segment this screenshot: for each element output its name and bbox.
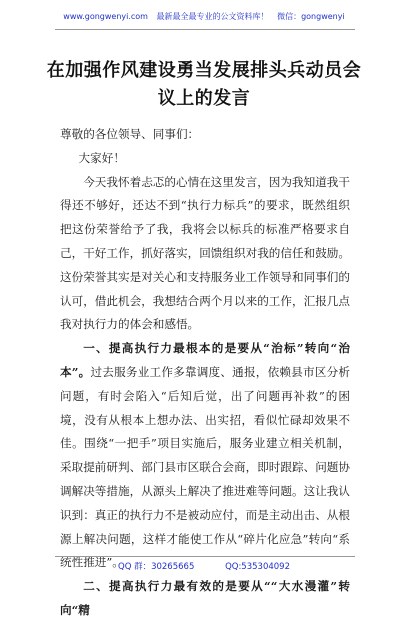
point-1-body: 过去服务业工作多靠调度、通报，依赖县市区分析问题，有时会陷入“后知后觉，出了问题再补救”的困境，没有从根本上想办法、出实招，看似忙碌却效果不佳。围绕“一把手”项目实施后，服务业建立相关机制，采取提前研判、部门县市区联合会商，即时跟踪、问题协调解决等措施，从源头上解决了推进难等问题。这让我认识到：真正的执行力不是被动应付，而是主动出击、从根源上解决问题，这样才能使工作从“碎片化应急”转向“系统性推进”。 [60,364,350,570]
point-1-heading: 一、提高执行力最根本的是要从“治标”转向“治本”。 [60,341,350,379]
page-header [0,0,408,36]
header-divider [55,29,355,30]
document-title: 在加强作风建设勇当发展排头兵动员会议上的发言 [46,60,362,109]
header-url-link[interactable]: www.gongwenyi.com [63,12,148,21]
paragraph-point-2 [60,575,350,623]
salutation: 尊敬的各位领导、同事们： [60,127,200,141]
footer-divider [55,556,355,557]
paragraph-point-1 [60,337,350,575]
header-wechat: 微信：gongwenyi [277,12,345,21]
footer-qq-group: QQ 群：30265665 [118,562,195,572]
paragraph-intro: 今天我怀着忐忑的心情在这里发言，因为我知道我干得还不够好，还达不到“执行力标兵”的要求，既然组织把这份荣誉给予了我，我将会以标兵的标准严格要求自己，干好工作，抓好落实，回馈组织对我的信任和鼓励。这份荣誉其实是对关心和支持服务业工作领导和同事们的认可，借此机会，我想结合两个月以来的工作，汇报几点我对执行力的体会和感悟。 [60,174,350,332]
header-banner [0,11,408,22]
document-body [60,123,350,623]
header-slogan: 最新最全最专业的公文资料库！ [156,12,269,21]
greeting: 大家好！ [78,150,125,165]
footer-qq-contact: QQ:535304092 [225,562,290,572]
page-footer [0,560,408,572]
point-2-heading: 二、提高执行力最有效的是要从““大水漫灌”转向“精 [60,579,350,617]
